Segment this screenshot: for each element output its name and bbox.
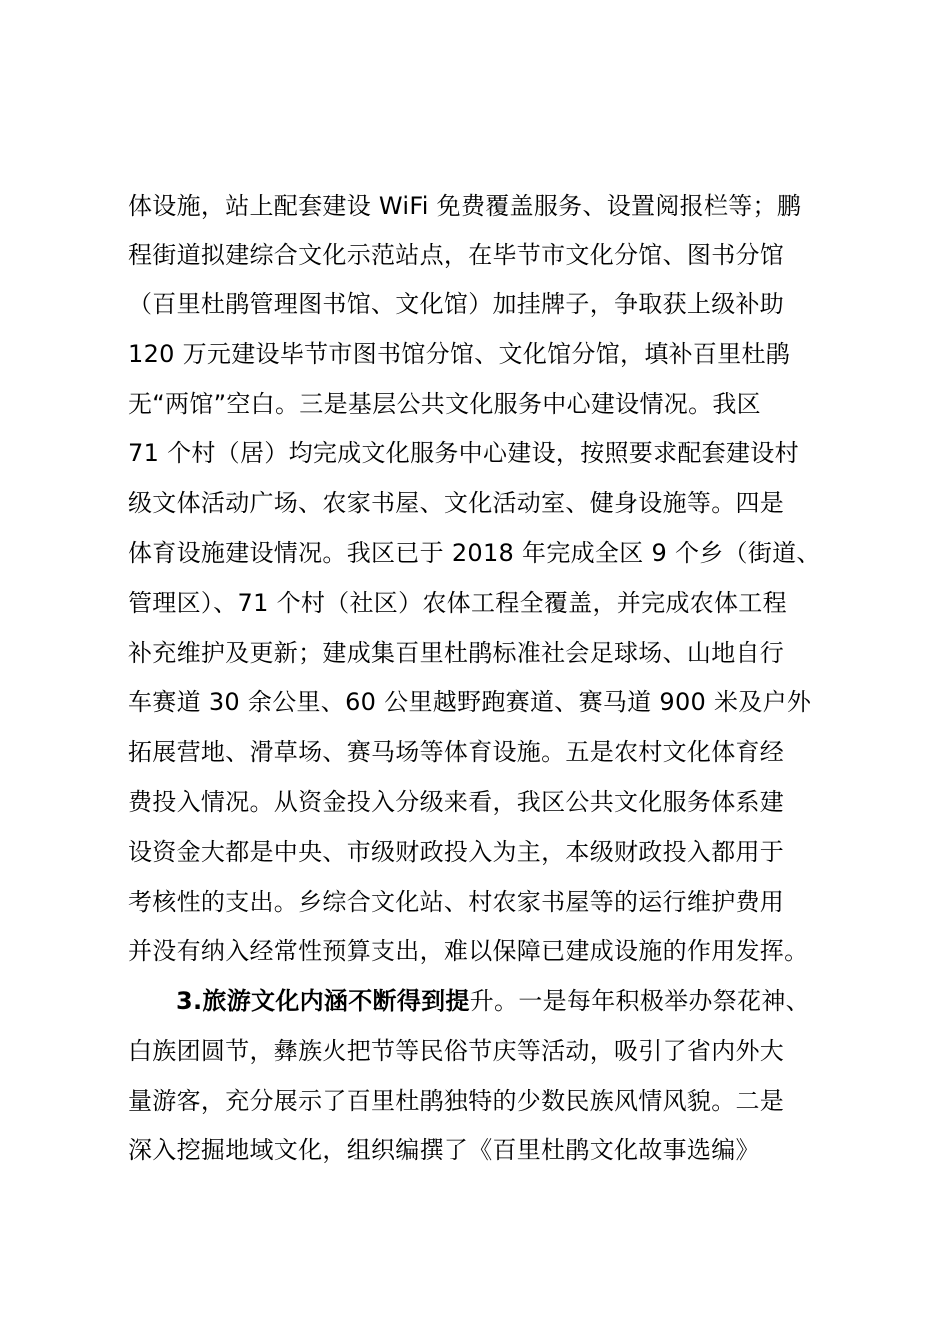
section-heading-text: 升。一是每年积极举办祭花神、	[469, 987, 810, 1015]
section-heading: 3.旅游文化内涵不断得到提	[176, 987, 470, 1015]
text-line: 补充维护及更新；建成集百里杜鹃标准社会足球场、山地自行	[128, 639, 785, 667]
text-line: 无“两馆”空白。三是基层公共文化服务中心建设情况。我区	[128, 390, 761, 418]
text-line: （百里杜鹃管理图书馆、文化馆）加挂牌子，争取获上级补助	[128, 290, 785, 318]
text-line: 程街道拟建综合文化示范站点，在毕节市文化分馆、图书分馆	[128, 241, 785, 269]
text-line: 量游客，充分展示了百里杜鹃独特的少数民族风情风貌。二是	[128, 1087, 785, 1115]
text-line: 体育设施建设情况。我区已于 2018 年完成全区 9 个乡（街道、	[128, 539, 821, 567]
text-line: 费投入情况。从资金投入分级来看，我区公共文化服务体系建	[128, 788, 785, 816]
text-line: 级文体活动广场、农家书屋、文化活动室、健身设施等。四是	[128, 489, 785, 517]
text-line: 体设施，站上配套建设 WiFi 免费覆盖服务、设置阅报栏等；鹏	[128, 192, 802, 220]
text-line: 拓展营地、滑草场、赛马场等体育设施。五是农村文化体育经	[128, 738, 785, 766]
text-line: 车赛道 30 余公里、60 公里越野跑赛道、赛马道 900 米及户外	[128, 688, 812, 716]
text-line: 71 个村（居）均完成文化服务中心建设，按照要求配套建设村	[128, 439, 799, 467]
text-line: 并没有纳入经常性预算支出，难以保障已建成设施的作用发挥。	[128, 937, 809, 965]
text-line: 考核性的支出。乡综合文化站、村农家书屋等的运行维护费用	[128, 888, 785, 916]
text-line: 设资金大都是中央、市级财政投入为主，本级财政投入都用于	[128, 838, 785, 866]
text-line: 管理区）、71 个村（社区）农体工程全覆盖，并完成农体工程	[128, 589, 787, 617]
text-line: 白族团圆节，彝族火把节等民俗节庆等活动，吸引了省内外大	[128, 1037, 785, 1065]
text-line: 120 万元建设毕节市图书馆分馆、文化馆分馆，填补百里杜鹃	[128, 340, 791, 368]
text-line: 深入挖掘地域文化，组织编撰了《百里杜鹃文化故事选编》	[128, 1136, 760, 1164]
section-heading-line	[176, 986, 940, 1016]
